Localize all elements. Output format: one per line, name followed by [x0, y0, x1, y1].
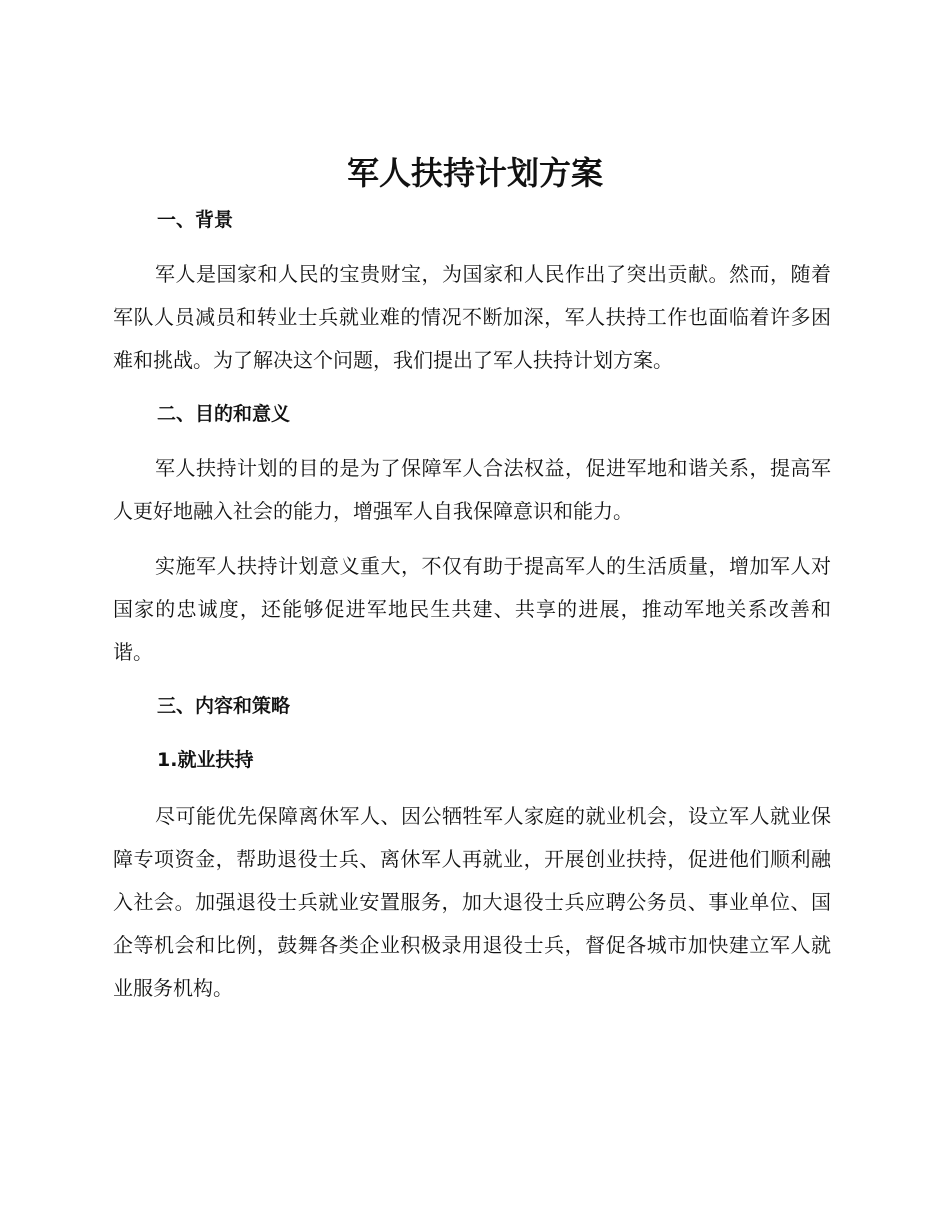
section-heading-content: 三、内容和策略: [157, 695, 291, 717]
paragraph-purpose: 军人扶持计划的目的是为了保障军人合法权益，促进军地和谐关系，提高军人更好地融入社会的能力，增强军人自我保障意识和能力。: [113, 456, 831, 523]
document-title: 军人扶持计划方案: [346, 154, 603, 192]
section-heading-background: 一、背景: [157, 209, 234, 231]
section-heading-purpose: 二、目的和意义: [157, 403, 291, 425]
paragraph-significance: 实施军人扶持计划意义重大，不仅有助于提高军人的生活质量，增加军人对国家的忠诚度，还能够促进军地民生共建、共享的进展，推动军地关系改善和谐。: [113, 554, 831, 664]
subsection-heading-employment: 1.就业扶持: [157, 749, 254, 771]
paragraph-background: 军人是国家和人民的宝贵财宝，为国家和人民作出了突出贡献。然而，随着军队人员减员和转业士兵就业难的情况不断加深，军人扶持工作也面临着许多困难和挑战。为了解决这个问题，我们提出了军人扶持计划方案。: [113, 262, 831, 372]
paragraph-employment: 尽可能优先保障离休军人、因公牺牲军人家庭的就业机会，设立军人就业保障专项资金，帮助退役士兵、离休军人再就业，开展创业扶持，促进他们顺利融入社会。加强退役士兵就业安置服务，加大退役士兵应聘公务员、事业单位、国企等机会和比例，鼓舞各类企业积极录用退役士兵，督促各城市加快建立军人就业服务机构。: [113, 804, 831, 1000]
